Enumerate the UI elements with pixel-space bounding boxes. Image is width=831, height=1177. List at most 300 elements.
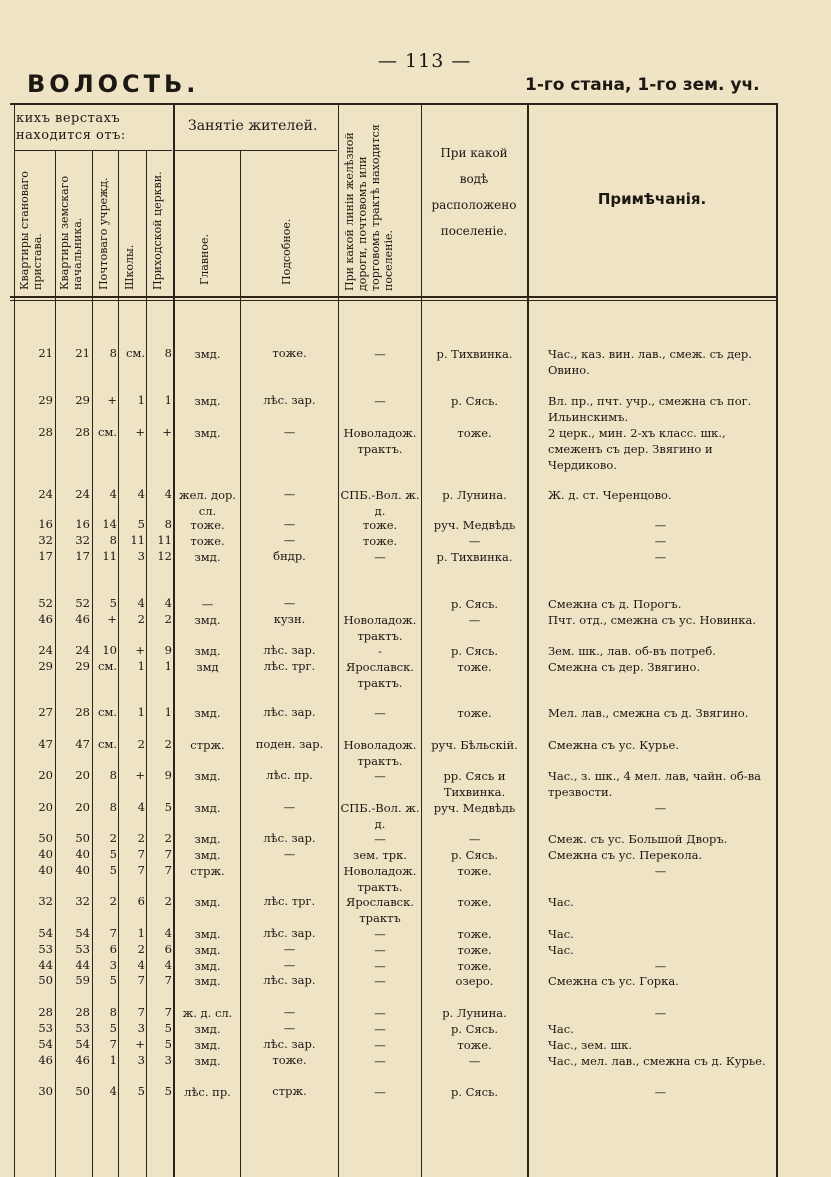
table-cell-b: 20 — [75, 768, 90, 782]
table-cell-aux: лѣс. зар. — [263, 1037, 316, 1051]
table-cell-water: тоже. — [457, 660, 492, 674]
table-cell-road: Новоладож. трактъ. — [343, 738, 417, 768]
table-cell-a: 24 — [38, 643, 53, 657]
table-cell-water: р. Лунина. — [442, 1006, 507, 1020]
col-divider — [421, 104, 422, 1177]
table-cell-c: см. — [97, 705, 117, 719]
table-cell-water: тоже. — [457, 1038, 492, 1052]
col-header-road: При какой линіи желѣзной дороги, почтовомъ или торговомъ трактѣ находится поселеніе. — [343, 124, 395, 291]
table-cell-aux: лѣс. зар. — [263, 926, 316, 940]
table-cell-road: — — [374, 1006, 386, 1020]
table-cell-e: 5 — [164, 1084, 172, 1098]
table-cell-road: — — [374, 1054, 386, 1068]
table-cell-road: — — [374, 550, 386, 564]
col-header-post: Почтоваго учрежд. — [97, 177, 110, 290]
table-cell-aux: тоже. — [272, 346, 307, 360]
table-cell-water: р. Тихвинка. — [436, 347, 513, 361]
table-cell-road: — — [374, 1085, 386, 1099]
table-cell-main: змд. — [194, 974, 221, 988]
table-cell-water: р. Тихвинка. — [436, 550, 513, 564]
table-cell-note: Вл. пр., пчт. учр., смежна съ пог. Ильинскимъ. — [548, 394, 752, 424]
table-cell-b: 50 — [75, 831, 90, 845]
table-cell-aux: — — [283, 958, 296, 972]
table-cell-c: 11 — [102, 549, 117, 563]
table-cell-a: 20 — [38, 800, 53, 814]
table-cell-e: 1 — [164, 659, 172, 673]
table-cell-a: 16 — [38, 517, 53, 531]
table-cell-water: озеро. — [455, 974, 494, 988]
table-cell-c: 2 — [109, 894, 117, 908]
table-cell-main: змд. — [194, 706, 221, 720]
table-cell-e: 3 — [164, 1053, 172, 1067]
table-cell-d: 7 — [137, 1005, 145, 1019]
table-cell-d: 7 — [137, 863, 145, 877]
col-header-church: Приходской церкви. — [151, 171, 164, 290]
table-cell-aux: лѣс. зар. — [263, 393, 316, 407]
table-cell-note: Час. — [548, 943, 574, 957]
table-cell-c: + — [107, 612, 117, 626]
table-cell-d: 4 — [137, 800, 145, 814]
table-cell-c: 7 — [109, 926, 117, 940]
page-title-left: ВОЛОСТЬ. — [27, 70, 200, 98]
table-cell-aux: лѣс. трг. — [263, 659, 316, 673]
table-cell-b: 21 — [75, 346, 90, 360]
col-header-main-occupation: Главное. — [198, 234, 211, 285]
table-cell-d: 2 — [137, 942, 145, 956]
table-cell-aux: лѣс. зар. — [263, 643, 316, 657]
table-cell-main: стрж. — [190, 864, 225, 878]
col-header-notes: Примѣчанія. — [597, 190, 707, 208]
table-cell-d: 5 — [137, 517, 145, 531]
table-cell-a: 28 — [38, 1005, 53, 1019]
table-cell-b: 46 — [75, 612, 90, 626]
table-cell-e: 11 — [157, 533, 172, 547]
table-cell-road: - — [378, 644, 382, 658]
table-cell-e: 7 — [164, 847, 172, 861]
table-cell-c: + — [107, 393, 117, 407]
table-cell-e: 2 — [164, 894, 172, 908]
table-cell-a: 47 — [38, 737, 53, 751]
table-cell-main: змд — [196, 660, 219, 674]
table-cell-note: Смежна съ ус. Горка. — [548, 974, 679, 988]
table-cell-e: 4 — [164, 487, 172, 501]
table-cell-a: 28 — [38, 425, 53, 439]
table-cell-a: 46 — [38, 1053, 53, 1067]
table-cell-note: Пчт. отд., смежна съ ус. Новинка. — [548, 613, 756, 627]
table-cell-road: — — [374, 1022, 386, 1036]
table-cell-note: Час., зем. шк. — [548, 1038, 633, 1052]
table-cell-a: 27 — [38, 705, 53, 719]
table-cell-a: 46 — [38, 612, 53, 626]
table-cell-c: 8 — [109, 533, 117, 547]
table-cell-water: р. Сясь. — [450, 394, 499, 408]
table-cell-note: Смежна съ ус. Курье. — [548, 738, 679, 752]
table-cell-b: 28 — [75, 1005, 90, 1019]
header-bottom-rule — [10, 296, 778, 298]
table-cell-c: см. — [97, 659, 117, 673]
table-cell-aux: тоже. — [272, 1053, 307, 1067]
table-cell-b: 47 — [75, 737, 90, 751]
table-cell-main: тоже. — [190, 518, 225, 532]
table-cell-c: 5 — [109, 596, 117, 610]
table-cell-a: 30 — [38, 1084, 53, 1098]
table-cell-main: лѣс. пр. — [184, 1085, 231, 1099]
table-cell-water: — — [468, 613, 481, 627]
table-cell-water: рр. Сясь и Тихвинка. — [443, 769, 506, 799]
table-cell-b: 54 — [75, 1037, 90, 1051]
table-cell-aux: — — [283, 800, 296, 814]
table-cell-note: Смеж. съ ус. Большой Дворъ. — [548, 832, 728, 846]
table-cell-note: — — [654, 550, 667, 564]
table-cell-water: руч. Бѣльскій. — [431, 738, 518, 752]
table-cell-aux: — — [283, 596, 296, 610]
table-cell-aux: — — [283, 942, 296, 956]
table-cell-d: + — [135, 1037, 145, 1051]
table-cell-water: — — [468, 1054, 481, 1068]
table-cell-c: 5 — [109, 1021, 117, 1035]
table-cell-note: Смежна съ дер. Звягино. — [548, 660, 701, 674]
table-cell-main: ж. д. сл. — [182, 1006, 233, 1020]
table-cell-c: 8 — [109, 768, 117, 782]
table-cell-water: р. Сясь. — [450, 644, 499, 658]
table-cell-aux: стрж. — [272, 1084, 307, 1098]
table-cell-main: змд. — [194, 394, 221, 408]
table-cell-d: 2 — [137, 831, 145, 845]
col-header-stanovoy: Квартиры становаго пристава. — [18, 171, 44, 290]
table-cell-road: — — [374, 1038, 386, 1052]
table-cell-d: 1 — [137, 393, 145, 407]
table-cell-e: 2 — [164, 831, 172, 845]
table-cell-road: — — [374, 706, 386, 720]
table-cell-b: 40 — [75, 863, 90, 877]
table-cell-c: 7 — [109, 1037, 117, 1051]
table-cell-d: + — [135, 425, 145, 439]
table-cell-main: — — [201, 597, 214, 611]
table-cell-b: 53 — [75, 942, 90, 956]
table-cell-aux: — — [283, 847, 296, 861]
table-cell-d: 7 — [137, 973, 145, 987]
table-cell-e: 1 — [164, 705, 172, 719]
table-cell-note: Час., каз. вин. лав., смеж. съ дер. Овино. — [548, 347, 752, 377]
table-cell-road: СПБ.-Вол. ж. д. — [340, 488, 420, 518]
table-cell-aux: — — [283, 517, 296, 531]
table-cell-a: 32 — [38, 533, 53, 547]
table-cell-e: 2 — [164, 612, 172, 626]
table-cell-b: 40 — [75, 847, 90, 861]
table-cell-e: 1 — [164, 393, 172, 407]
table-cell-d: 2 — [137, 737, 145, 751]
table-cell-road: — — [374, 943, 386, 957]
table-cell-c: 5 — [109, 847, 117, 861]
table-cell-aux: лѣс. пр. — [266, 768, 313, 782]
table-cell-a: 24 — [38, 487, 53, 501]
table-cell-e: 5 — [164, 1037, 172, 1051]
table-cell-d: 1 — [137, 705, 145, 719]
table-cell-road: зем. трк. — [353, 848, 407, 862]
table-cell-b: 59 — [75, 973, 90, 987]
table-cell-a: 29 — [38, 393, 53, 407]
table-cell-aux: лѣс. зар. — [263, 831, 316, 845]
table-cell-d: + — [135, 768, 145, 782]
table-cell-a: 50 — [38, 973, 53, 987]
table-cell-b: 46 — [75, 1053, 90, 1067]
table-top-rule — [10, 103, 778, 105]
col-divider — [14, 104, 15, 1177]
page-title-right: 1-го стана, 1-го зем. уч. — [525, 75, 760, 95]
table-cell-e: 4 — [164, 926, 172, 940]
table-cell-note: Зем. шк., лав. об-въ потреб. — [548, 644, 716, 658]
table-cell-water: тоже. — [457, 959, 492, 973]
table-cell-b: 50 — [75, 1084, 90, 1098]
group-sub-rule-dist — [14, 150, 172, 151]
table-cell-note: Час. — [548, 1022, 574, 1036]
table-cell-water: р. Сясь. — [450, 1085, 499, 1099]
table-cell-note: Час. — [548, 927, 574, 941]
table-cell-water: руч. Медвѣдь — [433, 518, 516, 532]
table-cell-note: Ж. д. ст. Черенцово. — [548, 488, 672, 502]
table-cell-a: 40 — [38, 863, 53, 877]
table-cell-note: Час. — [548, 895, 574, 909]
table-cell-c: 6 — [109, 942, 117, 956]
table-cell-aux: — — [283, 425, 296, 439]
table-cell-main: змд. — [194, 1054, 221, 1068]
table-cell-e: 9 — [164, 643, 172, 657]
table-cell-note: — — [654, 534, 667, 548]
table-cell-a: 44 — [38, 958, 53, 972]
table-cell-road: тоже. — [362, 534, 398, 548]
table-cell-b: 29 — [75, 659, 90, 673]
table-cell-d: 4 — [137, 958, 145, 972]
table-cell-note: — — [654, 1085, 667, 1099]
table-cell-a: 32 — [38, 894, 53, 908]
table-cell-c: 8 — [109, 1005, 117, 1019]
table-cell-note: Час., мел. лав., смежна съ д. Курье. — [548, 1054, 766, 1068]
table-cell-e: 9 — [164, 768, 172, 782]
table-cell-main: змд. — [194, 1038, 221, 1052]
table-cell-c: см. — [97, 425, 117, 439]
table-cell-main: змд. — [194, 347, 221, 361]
table-cell-d: 4 — [137, 596, 145, 610]
table-cell-road: Новоладож. трактъ. — [343, 426, 417, 456]
group-sub-rule-occ — [175, 150, 337, 151]
table-cell-water: р. Сясь. — [450, 1022, 499, 1036]
table-cell-e: 7 — [164, 863, 172, 877]
table-cell-d: 3 — [137, 1053, 145, 1067]
table-cell-main: змд. — [194, 1022, 221, 1036]
table-cell-aux: лѣс. зар. — [263, 973, 316, 987]
table-cell-e: 5 — [164, 800, 172, 814]
table-cell-e: 8 — [164, 346, 172, 360]
table-cell-c: см. — [97, 737, 117, 751]
table-cell-b: 24 — [75, 643, 90, 657]
table-cell-aux: поден. зар. — [255, 737, 324, 751]
table-cell-d: 11 — [130, 533, 145, 547]
table-cell-road: — — [374, 347, 386, 361]
table-cell-main: змд. — [194, 550, 221, 564]
table-cell-road: — — [374, 832, 386, 846]
table-cell-main: стрж. — [190, 738, 225, 752]
col-header-zemsky: Квартиры земскаго начальника. — [58, 175, 84, 290]
col-divider — [240, 150, 241, 1177]
table-cell-d: + — [135, 643, 145, 657]
table-cell-b: 54 — [75, 926, 90, 940]
table-cell-b: 29 — [75, 393, 90, 407]
table-cell-aux: — — [283, 1005, 296, 1019]
table-cell-b: 20 — [75, 800, 90, 814]
table-cell-b: 52 — [75, 596, 90, 610]
table-cell-road: — — [374, 769, 386, 783]
table-cell-main: тоже. — [190, 534, 225, 548]
table-cell-main: змд. — [194, 426, 221, 440]
table-cell-aux: бндр. — [273, 549, 306, 563]
table-cell-d: см. — [125, 346, 145, 360]
table-cell-water: р. Сясь. — [450, 597, 499, 611]
page-number: — 113 — — [378, 50, 472, 72]
table-cell-water: тоже. — [457, 426, 492, 440]
table-cell-water: тоже. — [457, 895, 492, 909]
table-cell-note: 2 церк., мин. 2-хъ класс. шк., смеженъ съ дер. Звягино и Чердиково. — [548, 426, 726, 472]
table-cell-a: 53 — [38, 1021, 53, 1035]
table-cell-a: 54 — [38, 1037, 53, 1051]
table-cell-c: 3 — [109, 958, 117, 972]
table-cell-c: 5 — [109, 863, 117, 877]
table-cell-note: — — [654, 864, 667, 878]
table-cell-main: жел. дор. сл. — [178, 488, 237, 518]
table-cell-main: змд. — [194, 832, 221, 846]
table-cell-a: 50 — [38, 831, 53, 845]
table-cell-road: тоже. — [362, 518, 398, 532]
table-cell-road: — — [374, 974, 386, 988]
table-cell-main: змд. — [194, 769, 221, 783]
table-cell-c: 2 — [109, 831, 117, 845]
table-cell-c: 1 — [109, 1053, 117, 1067]
table-cell-note: — — [654, 1006, 667, 1020]
table-cell-note: — — [654, 801, 667, 815]
col-divider — [173, 104, 175, 1177]
table-cell-b: 24 — [75, 487, 90, 501]
table-cell-a: 52 — [38, 596, 53, 610]
table-cell-water: руч. Медвѣдь — [433, 801, 516, 815]
table-cell-e: 5 — [164, 1021, 172, 1035]
table-cell-b: 28 — [75, 705, 90, 719]
table-cell-e: + — [162, 425, 172, 439]
table-cell-water: — — [468, 534, 481, 548]
table-cell-d: 4 — [137, 487, 145, 501]
table-cell-a: 29 — [38, 659, 53, 673]
header-bottom-rule-2 — [10, 300, 778, 301]
table-cell-main: змд. — [194, 927, 221, 941]
table-cell-main: змд. — [194, 801, 221, 815]
table-cell-road: Новоладож. трактъ. — [343, 613, 417, 643]
table-cell-road: Ярославск. трактъ — [346, 895, 414, 925]
table-cell-a: 20 — [38, 768, 53, 782]
table-cell-c: 4 — [109, 487, 117, 501]
table-cell-water: р. Сясь. — [450, 848, 499, 862]
table-cell-b: 16 — [75, 517, 90, 531]
occupation-group-header: Занятіе жителей. — [188, 118, 318, 134]
table-cell-a: 40 — [38, 847, 53, 861]
table-cell-a: 53 — [38, 942, 53, 956]
col-divider — [338, 104, 339, 1177]
table-cell-b: 32 — [75, 894, 90, 908]
table-cell-c: 4 — [109, 1084, 117, 1098]
table-cell-b: 17 — [75, 549, 90, 563]
table-cell-note: Смежна съ д. Порогъ. — [548, 597, 682, 611]
table-cell-c: 10 — [102, 643, 117, 657]
table-cell-a: 54 — [38, 926, 53, 940]
table-cell-d: 3 — [137, 1021, 145, 1035]
table-cell-water: — — [468, 832, 481, 846]
table-cell-main: змд. — [194, 959, 221, 973]
table-cell-d: 6 — [137, 894, 145, 908]
table-cell-road: — — [374, 394, 386, 408]
table-cell-road: — — [374, 927, 386, 941]
table-cell-water: тоже. — [457, 864, 492, 878]
table-cell-e: 7 — [164, 1005, 172, 1019]
table-cell-water: тоже. — [457, 943, 492, 957]
table-cell-water: тоже. — [457, 706, 492, 720]
table-cell-b: 32 — [75, 533, 90, 547]
table-cell-a: 21 — [38, 346, 53, 360]
table-cell-d: 1 — [137, 926, 145, 940]
table-cell-main: змд. — [194, 644, 221, 658]
table-cell-d: 5 — [137, 1084, 145, 1098]
table-cell-aux: лѣс. зар. — [263, 705, 316, 719]
table-cell-e: 8 — [164, 517, 172, 531]
table-cell-water: р. Лунина. — [442, 488, 507, 502]
table-cell-main: змд. — [194, 848, 221, 862]
table-cell-d: 1 — [137, 659, 145, 673]
table-cell-road: — — [374, 959, 386, 973]
col-divider — [776, 104, 778, 1177]
table-cell-aux: лѣс. трг. — [263, 894, 316, 908]
table-cell-b: 53 — [75, 1021, 90, 1035]
table-cell-main: змд. — [194, 943, 221, 957]
table-cell-road: Новоладож. трактъ. — [343, 864, 417, 894]
table-cell-note: Смежна съ ус. Перекола. — [548, 848, 703, 862]
table-cell-water: тоже. — [457, 927, 492, 941]
table-cell-c: 14 — [102, 517, 117, 531]
table-cell-note: — — [654, 959, 667, 973]
table-cell-c: 5 — [109, 973, 117, 987]
table-cell-note: — — [654, 518, 667, 532]
table-cell-e: 4 — [164, 596, 172, 610]
table-cell-aux: — — [283, 1021, 296, 1035]
table-cell-d: 7 — [137, 847, 145, 861]
col-header-school: Школы. — [123, 244, 136, 290]
table-cell-a: 17 — [38, 549, 53, 563]
table-cell-aux: — — [283, 533, 296, 547]
table-cell-road: Ярославск. трактъ. — [346, 660, 414, 690]
table-cell-e: 2 — [164, 737, 172, 751]
table-cell-e: 7 — [164, 973, 172, 987]
table-cell-main: змд. — [194, 613, 221, 627]
col-divider — [527, 104, 529, 1177]
table-cell-b: 44 — [75, 958, 90, 972]
table-cell-d: 3 — [137, 549, 145, 563]
table-cell-road: СПБ.-Вол. ж. д. — [340, 801, 420, 831]
table-cell-e: 4 — [164, 958, 172, 972]
table-cell-aux: — — [283, 487, 296, 501]
table-cell-note: Час., з. шк., 4 мел. лав, чайн. об-ва трезвости. — [548, 769, 762, 799]
table-cell-e: 12 — [157, 549, 172, 563]
table-cell-note: Мел. лав., смежна съ д. Звягино. — [548, 706, 749, 720]
col-header-aux-occupation: Подсобное. — [280, 218, 293, 285]
table-cell-b: 28 — [75, 425, 90, 439]
table-cell-d: 2 — [137, 612, 145, 626]
table-cell-e: 6 — [164, 942, 172, 956]
table-cell-aux: кузн. — [273, 612, 306, 626]
